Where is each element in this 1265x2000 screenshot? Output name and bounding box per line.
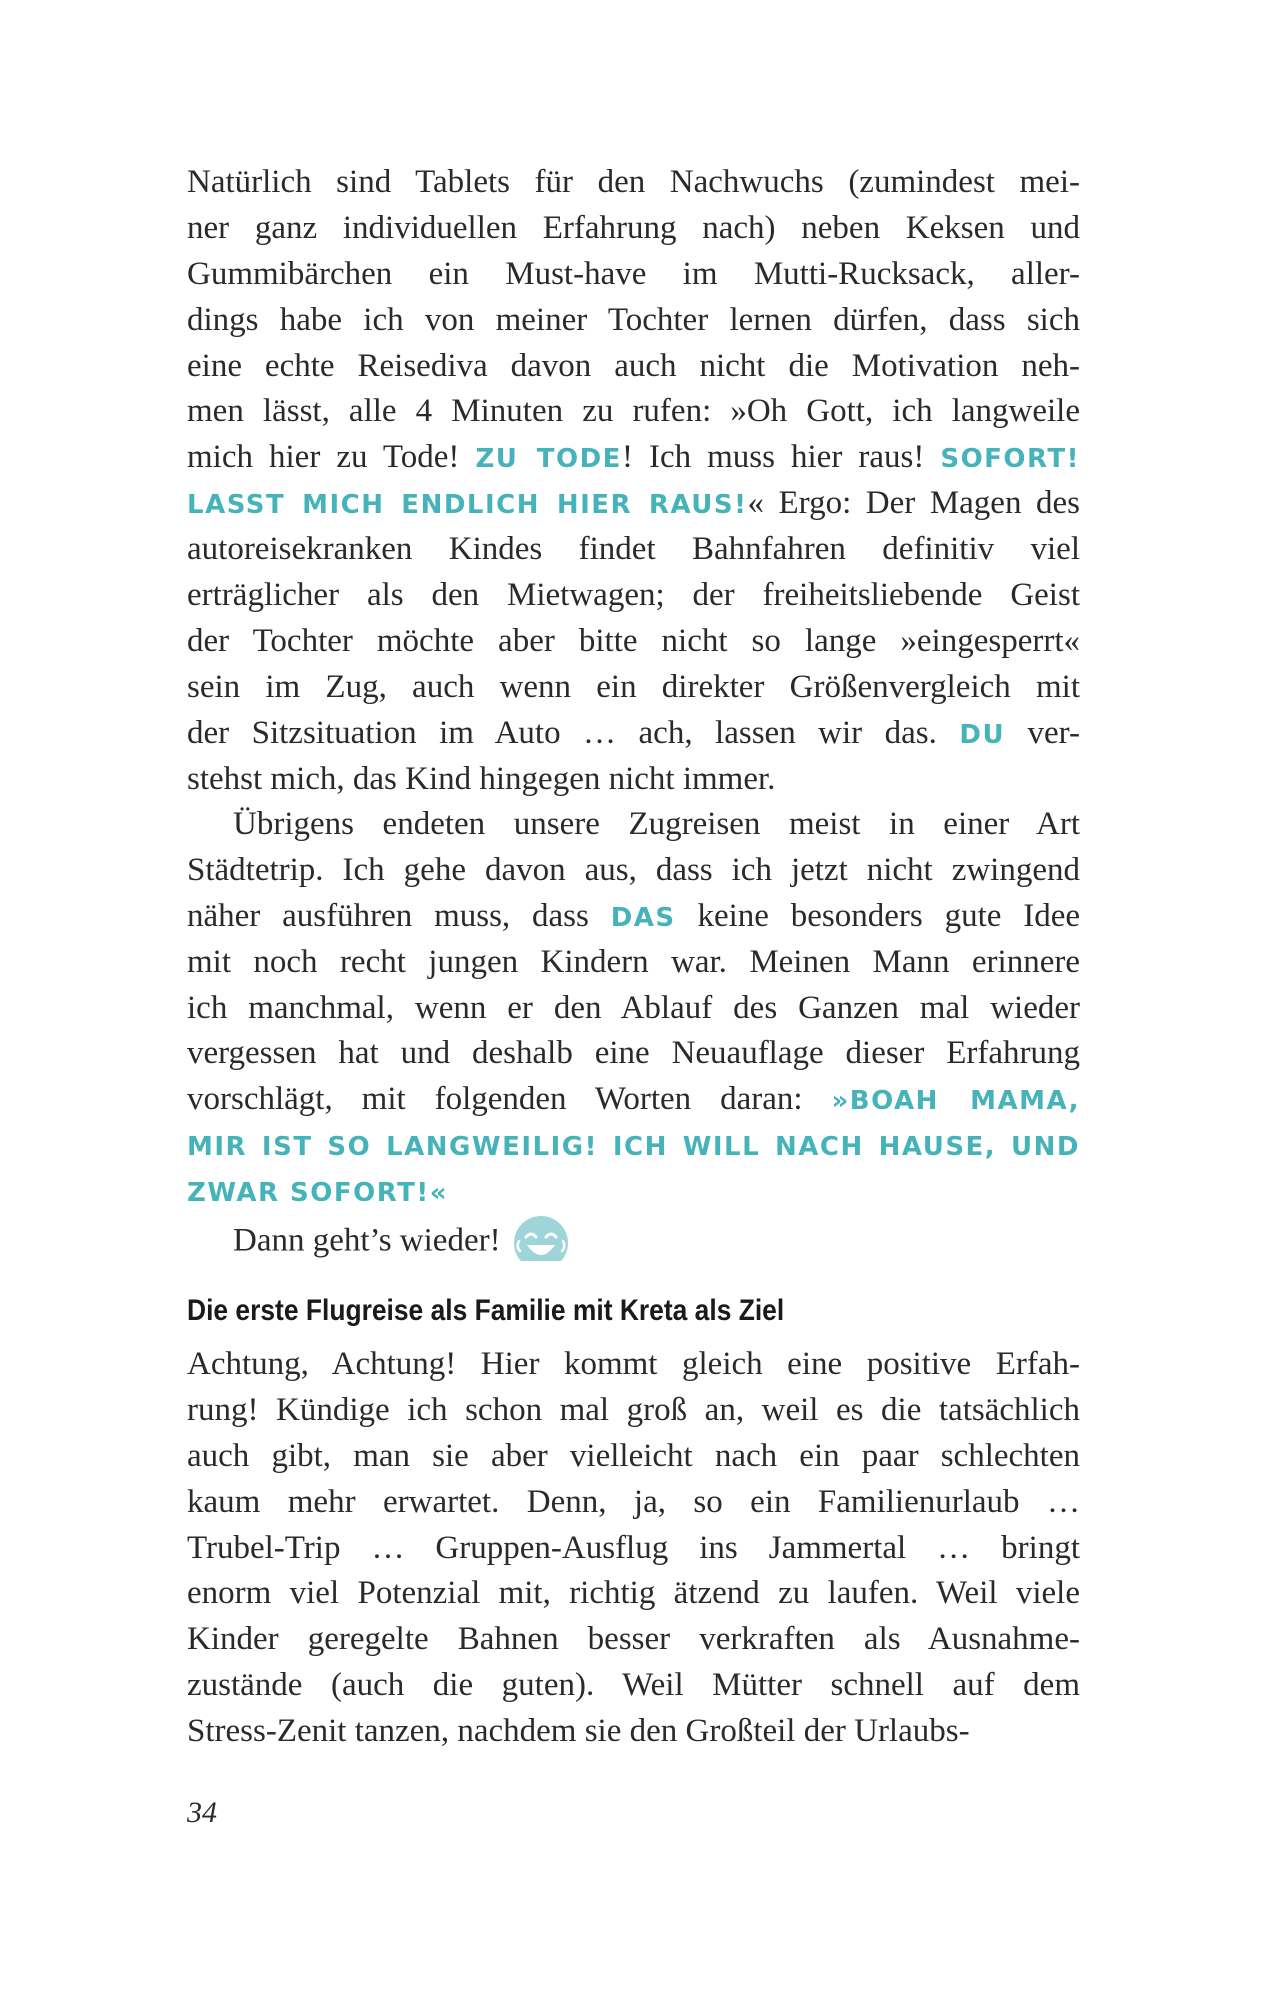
text-line bbox=[187, 389, 1080, 435]
text-span: ner ganz individuellen Erfahrung nach) neben Keksen und bbox=[187, 209, 1080, 246]
text-line bbox=[187, 252, 1080, 298]
text-line bbox=[187, 894, 1080, 940]
text-span: vorschlägt, mit folgenden Worten daran: bbox=[187, 1081, 832, 1118]
text-span: erträglicher als den Mietwagen; der freiheitsliebende Geist bbox=[187, 577, 1080, 614]
text-line bbox=[187, 298, 1080, 344]
text-span: mich hier zu Tode! bbox=[187, 439, 476, 476]
text-span: keine besonders gute Idee bbox=[675, 897, 1080, 934]
paragraph-zugreisen bbox=[187, 802, 1080, 1215]
laughing-face-icon bbox=[513, 1215, 569, 1261]
text-line bbox=[187, 1480, 1080, 1526]
emphasis-text: ZWAR SOFORT!« bbox=[187, 1178, 448, 1209]
text-line bbox=[187, 940, 1080, 986]
text-span: der Tochter möchte aber bitte nicht so lange »eingesperrt« bbox=[187, 622, 1080, 659]
text-span: vergessen hat und deshalb eine Neuauflage dieser Erfahrung bbox=[187, 1035, 1080, 1072]
emphasis-text: »BOAH MAMA, bbox=[831, 1086, 1080, 1117]
text-span: ich manchmal, wenn er den Ablauf des Ganzen mal wieder bbox=[187, 989, 1080, 1026]
text-line bbox=[187, 802, 1080, 848]
text-line bbox=[187, 481, 1080, 527]
text-span: ! Ich muss hier raus! bbox=[621, 439, 941, 476]
text-line bbox=[187, 1342, 1080, 1388]
text-span: Übrigens endeten unsere Zugreisen meist in einer Art bbox=[233, 806, 1080, 842]
page-number: 34 bbox=[187, 1796, 217, 1829]
text-line bbox=[187, 1077, 1080, 1123]
text-span: ver- bbox=[1005, 714, 1080, 751]
text-span: autoreisekranken Kindes findet Bahnfahren definitiv viel bbox=[187, 531, 1080, 568]
text-span: dings habe ich von meiner Tochter lernen dürfen, dass sich bbox=[187, 301, 1080, 338]
text-span: « Ergo: Der Magen des bbox=[747, 485, 1080, 522]
emphasis-text: ZU TODE bbox=[475, 444, 622, 475]
text-line bbox=[187, 1434, 1080, 1480]
text-line bbox=[187, 1031, 1080, 1077]
text-line bbox=[187, 986, 1080, 1032]
text-line bbox=[187, 1169, 1080, 1215]
text-span: Natürlich sind Tablets für den Nachwuchs (zumindest mei- bbox=[187, 164, 1080, 200]
text-span: mit noch recht jungen Kindern war. Meinen Mann erinnere bbox=[187, 943, 1080, 980]
text-line bbox=[187, 1526, 1080, 1572]
text-line bbox=[187, 757, 1080, 803]
text-span: rung! Kündige ich schon mal groß an, weil es die tatsächlich bbox=[187, 1391, 1080, 1428]
emphasis-text: DAS bbox=[610, 902, 676, 933]
text-line bbox=[187, 711, 1080, 757]
text-line bbox=[187, 1571, 1080, 1617]
text-span: Städtetrip. Ich gehe davon aus, dass ich jetzt nicht zwingend bbox=[187, 851, 1080, 888]
text-span: kaum mehr erwartet. Denn, ja, so ein Familienurlaub … bbox=[187, 1483, 1080, 1520]
text-span: sein im Zug, auch wenn ein direkter Größenvergleich mit bbox=[187, 668, 1080, 705]
text-span: Dann geht’s wieder! bbox=[233, 1222, 501, 1259]
text-span: Gummibärchen ein Must-have im Mutti-Rucksack, aller- bbox=[187, 255, 1080, 292]
text-line bbox=[187, 1709, 1080, 1755]
text-span: zustände (auch die guten). Weil Mütter schnell auf dem bbox=[187, 1667, 1080, 1704]
paragraph-tablets bbox=[187, 160, 1080, 802]
text-line bbox=[187, 1123, 1080, 1169]
emphasis-text: MIR IST SO LANGWEILIG! ICH WILL NACH HAUSE, UND bbox=[187, 1132, 1080, 1163]
text-span: Trubel-Trip … Gruppen-Ausflug ins Jammertal … bringt bbox=[187, 1529, 1080, 1566]
text-line bbox=[187, 573, 1080, 619]
text-span: Achtung, Achtung! Hier kommt gleich eine positive Erfah- bbox=[187, 1346, 1080, 1382]
text-line bbox=[187, 1617, 1080, 1663]
text-line bbox=[187, 1388, 1080, 1434]
text-line bbox=[187, 344, 1080, 390]
paragraph-flugreise bbox=[187, 1342, 1080, 1755]
text-line bbox=[187, 527, 1080, 573]
text-line bbox=[187, 665, 1080, 711]
paragraph-dann-gehts bbox=[187, 1215, 1080, 1261]
text-span: näher ausführen muss, dass bbox=[187, 897, 611, 934]
emphasis-text: SOFORT! bbox=[940, 444, 1080, 475]
text-line bbox=[187, 206, 1080, 252]
text-span: auch gibt, man sie aber vielleicht nach ein paar schlechten bbox=[187, 1437, 1080, 1474]
text-span: Kinder geregelte Bahnen besser verkraften als Ausnahme- bbox=[187, 1621, 1080, 1658]
section-heading: Die erste Flugreise als Familie mit Kreta als Ziel bbox=[187, 1294, 785, 1327]
text-span: enorm viel Potenzial mit, richtig ätzend zu laufen. Weil viele bbox=[187, 1575, 1080, 1612]
text-span: men lässt, alle 4 Minuten zu rufen: »Oh Gott, ich langweile bbox=[187, 393, 1080, 430]
text-span: stehst mich, das Kind hingegen nicht immer. bbox=[187, 760, 776, 797]
text-line bbox=[187, 1663, 1080, 1709]
text-span: Stress-Zenit tanzen, nachdem sie den Großteil der Urlaubs- bbox=[187, 1713, 970, 1750]
text-line bbox=[187, 619, 1080, 665]
text-line bbox=[187, 1215, 1080, 1261]
emphasis-text: LASST MICH ENDLICH HIER RAUS! bbox=[187, 490, 748, 521]
text-line bbox=[187, 160, 1080, 206]
text-span: eine echte Reisediva davon auch nicht die Motivation neh- bbox=[187, 347, 1080, 384]
emphasis-text: DU bbox=[959, 719, 1006, 750]
text-span: der Sitzsituation im Auto … ach, lassen wir das. bbox=[187, 714, 960, 751]
text-line bbox=[187, 435, 1080, 481]
text-line bbox=[187, 848, 1080, 894]
